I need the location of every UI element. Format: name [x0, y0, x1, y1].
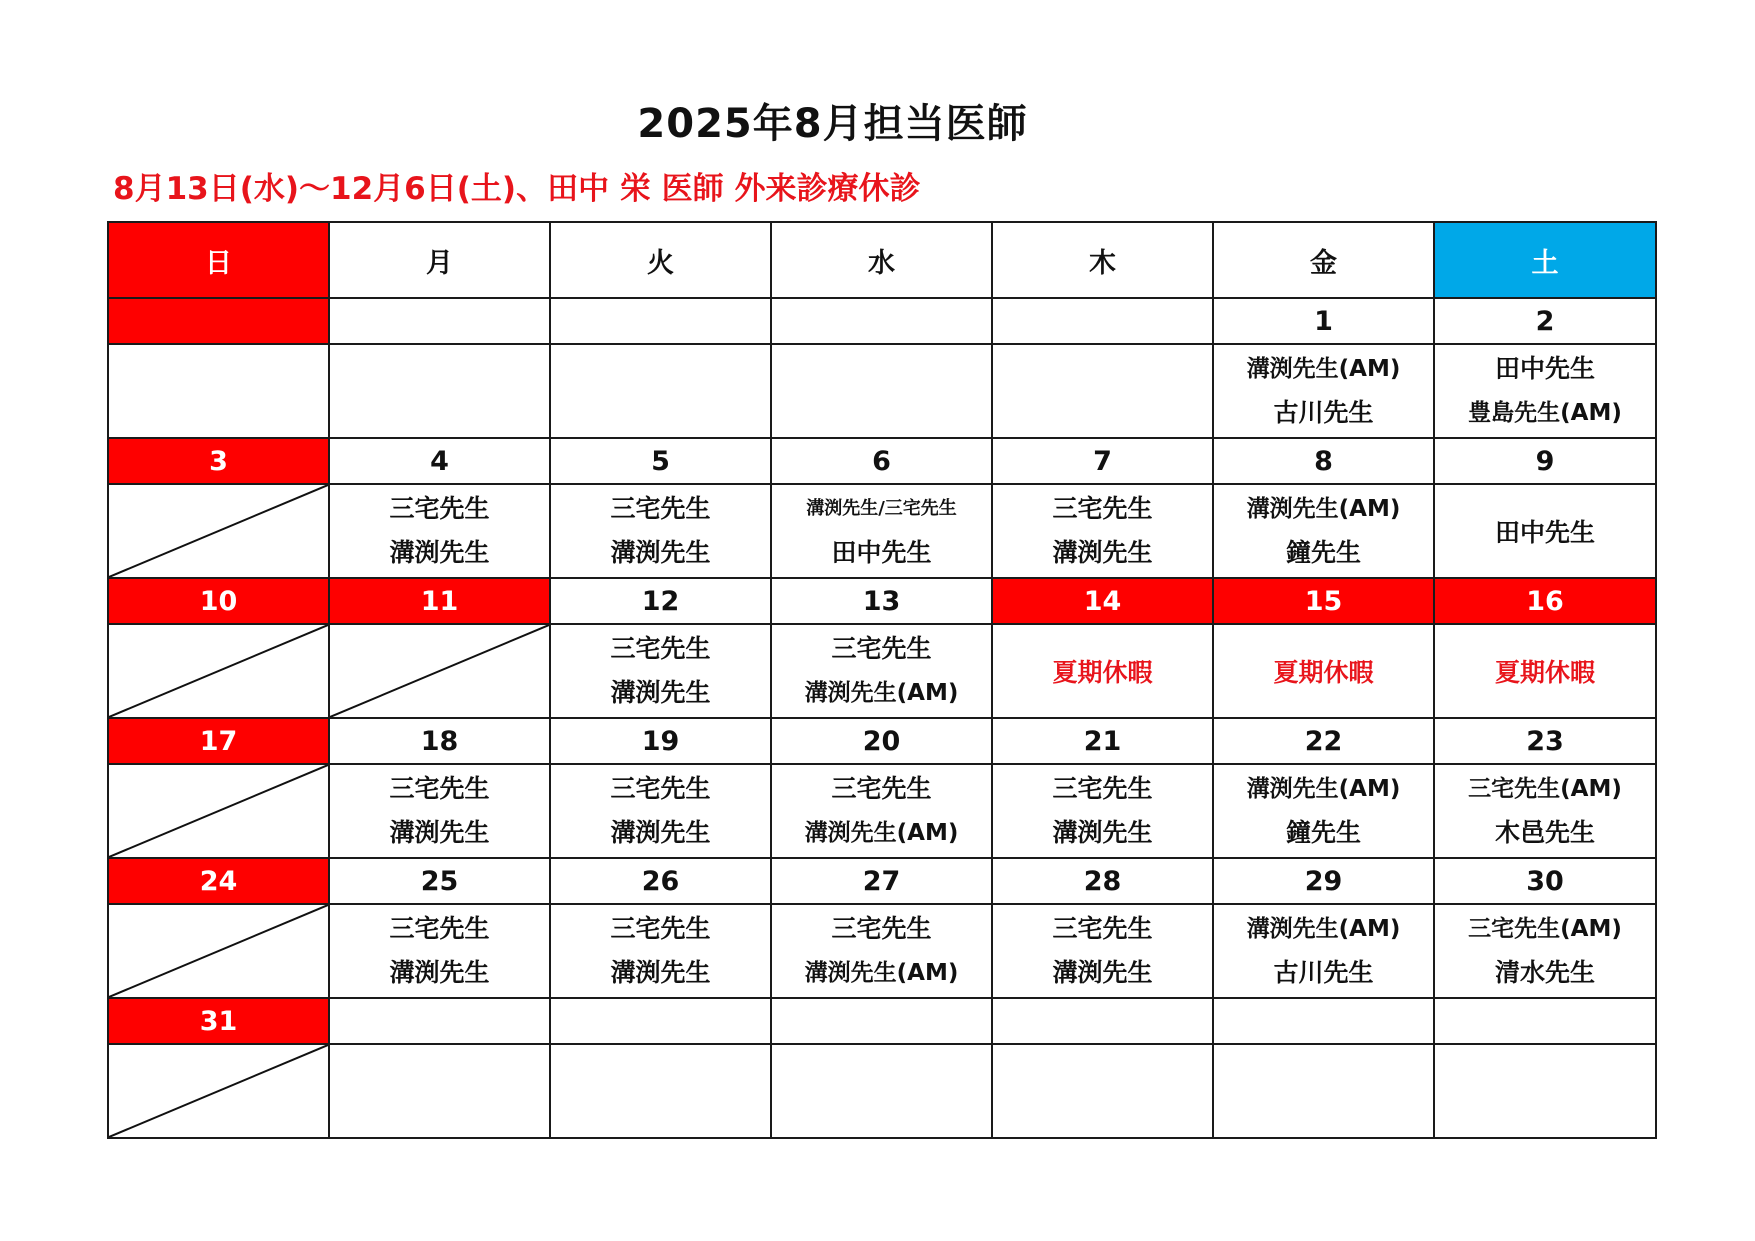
date-cell: 12	[550, 578, 771, 624]
doctor-cell	[1213, 344, 1434, 438]
holiday-label: 夏期休暇	[1494, 658, 1595, 687]
date-cell: 31	[108, 998, 329, 1044]
doctor-cell	[1434, 484, 1656, 578]
doctor-name: 清水先生	[1494, 958, 1595, 987]
doctor-cell	[550, 1044, 771, 1138]
weekday-tue: 火	[550, 222, 771, 298]
date-cell	[550, 998, 771, 1044]
doctor-name: 鐘先生	[1285, 818, 1361, 847]
date-row	[108, 718, 1656, 764]
date-cell: 21	[992, 718, 1213, 764]
weekday-wed: 水	[771, 222, 992, 298]
doctor-cell	[1213, 764, 1434, 858]
doctor-cell	[329, 344, 550, 438]
closed-cell	[329, 624, 550, 718]
weekday-thu: 木	[992, 222, 1213, 298]
date-cell: 5	[550, 438, 771, 484]
date-cell: 1	[1213, 298, 1434, 344]
doctor-cell	[771, 764, 992, 858]
holiday-cell	[992, 624, 1213, 718]
date-row	[108, 298, 1656, 344]
doctor-name: 三宅先生	[1052, 914, 1153, 943]
date-cell: 10	[108, 578, 329, 624]
date-row	[108, 438, 1656, 484]
diagonal-slash	[330, 625, 549, 717]
doctor-name: 三宅先生	[610, 914, 711, 943]
doctor-cell	[329, 484, 550, 578]
doctor-name: 溝渕先生	[389, 958, 490, 987]
doctor-name: 三宅先生	[610, 774, 711, 803]
doctor-cell	[550, 904, 771, 998]
doctor-row	[108, 904, 1656, 998]
doctor-name: 三宅先生	[389, 494, 490, 523]
doctor-cell	[1434, 344, 1656, 438]
holiday-cell	[1213, 624, 1434, 718]
date-cell: 6	[771, 438, 992, 484]
doctor-cell	[771, 344, 992, 438]
weekday-mon: 月	[329, 222, 550, 298]
doctor-name: 溝渕先生/三宅先生	[806, 498, 957, 519]
holiday-label: 夏期休暇	[1052, 658, 1153, 687]
doctor-name: 古川先生	[1273, 398, 1374, 427]
weekday-header-row	[108, 222, 1656, 298]
doctor-name: 鐘先生	[1285, 538, 1361, 567]
diagonal-slash	[109, 1045, 328, 1137]
date-cell	[329, 298, 550, 344]
date-row	[108, 858, 1656, 904]
doctor-name: 木邑先生	[1494, 818, 1595, 847]
doctor-name: 溝渕先生(AM)	[1246, 496, 1401, 522]
date-cell	[329, 998, 550, 1044]
doctor-row	[108, 344, 1656, 438]
doctor-cell	[329, 904, 550, 998]
date-row	[108, 998, 1656, 1044]
closed-cell	[108, 764, 329, 858]
date-cell: 20	[771, 718, 992, 764]
doctor-name: 溝渕先生	[610, 818, 711, 847]
doctor-cell	[771, 624, 992, 718]
doctor-name: 溝渕先生(AM)	[1246, 776, 1401, 802]
schedule-calendar	[107, 221, 1657, 1139]
weekday-sat: 土	[1434, 222, 1656, 298]
doctor-cell	[992, 344, 1213, 438]
date-cell: 30	[1434, 858, 1656, 904]
date-cell: 28	[992, 858, 1213, 904]
date-cell: 24	[108, 858, 329, 904]
doctor-cell	[329, 764, 550, 858]
diagonal-slash	[109, 485, 328, 577]
date-cell: 4	[329, 438, 550, 484]
doctor-name: 田中先生	[1494, 354, 1595, 383]
closed-cell	[108, 484, 329, 578]
date-cell: 26	[550, 858, 771, 904]
closure-notice: 8月13日(水)～12月6日(土)、田中 栄 医師 外来診療休診	[113, 171, 921, 207]
date-cell: 2	[1434, 298, 1656, 344]
weekday-fri: 金	[1213, 222, 1434, 298]
date-cell	[550, 298, 771, 344]
doctor-name: 三宅先生	[831, 774, 932, 803]
doctor-cell	[992, 484, 1213, 578]
date-cell: 8	[1213, 438, 1434, 484]
doctor-name: 溝渕先生(AM)	[1246, 916, 1401, 942]
date-cell: 23	[1434, 718, 1656, 764]
date-cell: 19	[550, 718, 771, 764]
doctor-name: 三宅先生	[389, 914, 490, 943]
date-cell	[992, 998, 1213, 1044]
date-cell	[992, 298, 1213, 344]
doctor-name: 溝渕先生(AM)	[1246, 356, 1401, 382]
doctor-name: 三宅先生	[831, 634, 932, 663]
doctor-row	[108, 624, 1656, 718]
doctor-name: 溝渕先生(AM)	[804, 820, 959, 846]
date-cell: 11	[329, 578, 550, 624]
date-cell: 22	[1213, 718, 1434, 764]
doctor-name: 三宅先生(AM)	[1468, 916, 1622, 942]
doctor-cell	[992, 904, 1213, 998]
diagonal-slash	[109, 765, 328, 857]
doctor-name: 溝渕先生(AM)	[804, 960, 959, 986]
doctor-cell	[1213, 904, 1434, 998]
doctor-name: 溝渕先生	[1052, 538, 1153, 567]
doctor-name: 溝渕先生(AM)	[804, 680, 959, 706]
date-cell	[1434, 998, 1656, 1044]
doctor-cell	[550, 764, 771, 858]
doctor-name: 溝渕先生	[1052, 958, 1153, 987]
doctor-cell	[1213, 484, 1434, 578]
holiday-label: 夏期休暇	[1273, 658, 1374, 687]
date-row	[108, 578, 1656, 624]
date-cell: 13	[771, 578, 992, 624]
doctor-cell	[1434, 904, 1656, 998]
doctor-cell	[1434, 764, 1656, 858]
doctor-name: 田中先生	[831, 538, 932, 567]
doctor-name: 三宅先生	[610, 634, 711, 663]
diagonal-slash	[109, 625, 328, 717]
closed-cell	[108, 1044, 329, 1138]
date-cell	[771, 998, 992, 1044]
doctor-name: 溝渕先生	[610, 958, 711, 987]
doctor-cell	[992, 764, 1213, 858]
doctor-cell	[329, 1044, 550, 1138]
date-cell: 25	[329, 858, 550, 904]
doctor-cell	[550, 624, 771, 718]
doctor-name: 溝渕先生	[610, 538, 711, 567]
date-cell: 15	[1213, 578, 1434, 624]
doctor-cell	[108, 344, 329, 438]
doctor-name: 溝渕先生	[389, 538, 490, 567]
doctor-name: 溝渕先生	[610, 678, 711, 707]
closed-cell	[108, 904, 329, 998]
doctor-cell	[771, 484, 992, 578]
doctor-name: 田中先生	[1494, 518, 1595, 547]
date-cell: 7	[992, 438, 1213, 484]
page-title: 2025年8月担当医師	[637, 101, 1028, 147]
date-cell	[771, 298, 992, 344]
doctor-name: 三宅先生	[1052, 774, 1153, 803]
diagonal-slash	[109, 905, 328, 997]
doctor-row	[108, 1044, 1656, 1138]
weekday-sun: 日	[108, 222, 329, 298]
doctor-row	[108, 484, 1656, 578]
date-cell	[1213, 998, 1434, 1044]
date-cell: 9	[1434, 438, 1656, 484]
doctor-cell	[771, 904, 992, 998]
date-cell: 18	[329, 718, 550, 764]
date-cell: 29	[1213, 858, 1434, 904]
doctor-name: 豊島先生(AM)	[1468, 400, 1622, 426]
doctor-row	[108, 764, 1656, 858]
doctor-name: 溝渕先生	[389, 818, 490, 847]
doctor-cell	[1213, 1044, 1434, 1138]
doctor-name: 三宅先生(AM)	[1468, 776, 1622, 802]
doctor-cell	[771, 1044, 992, 1138]
doctor-cell	[1434, 1044, 1656, 1138]
doctor-name: 三宅先生	[1052, 494, 1153, 523]
date-cell	[108, 298, 329, 344]
doctor-cell	[992, 1044, 1213, 1138]
date-cell: 16	[1434, 578, 1656, 624]
date-cell: 27	[771, 858, 992, 904]
closed-cell	[108, 624, 329, 718]
date-cell: 17	[108, 718, 329, 764]
date-cell: 3	[108, 438, 329, 484]
doctor-cell	[550, 484, 771, 578]
doctor-cell	[550, 344, 771, 438]
doctor-name: 古川先生	[1273, 958, 1374, 987]
doctor-name: 三宅先生	[389, 774, 490, 803]
doctor-name: 溝渕先生	[1052, 818, 1153, 847]
date-cell: 14	[992, 578, 1213, 624]
holiday-cell	[1434, 624, 1656, 718]
doctor-name: 三宅先生	[610, 494, 711, 523]
doctor-name: 三宅先生	[831, 914, 932, 943]
